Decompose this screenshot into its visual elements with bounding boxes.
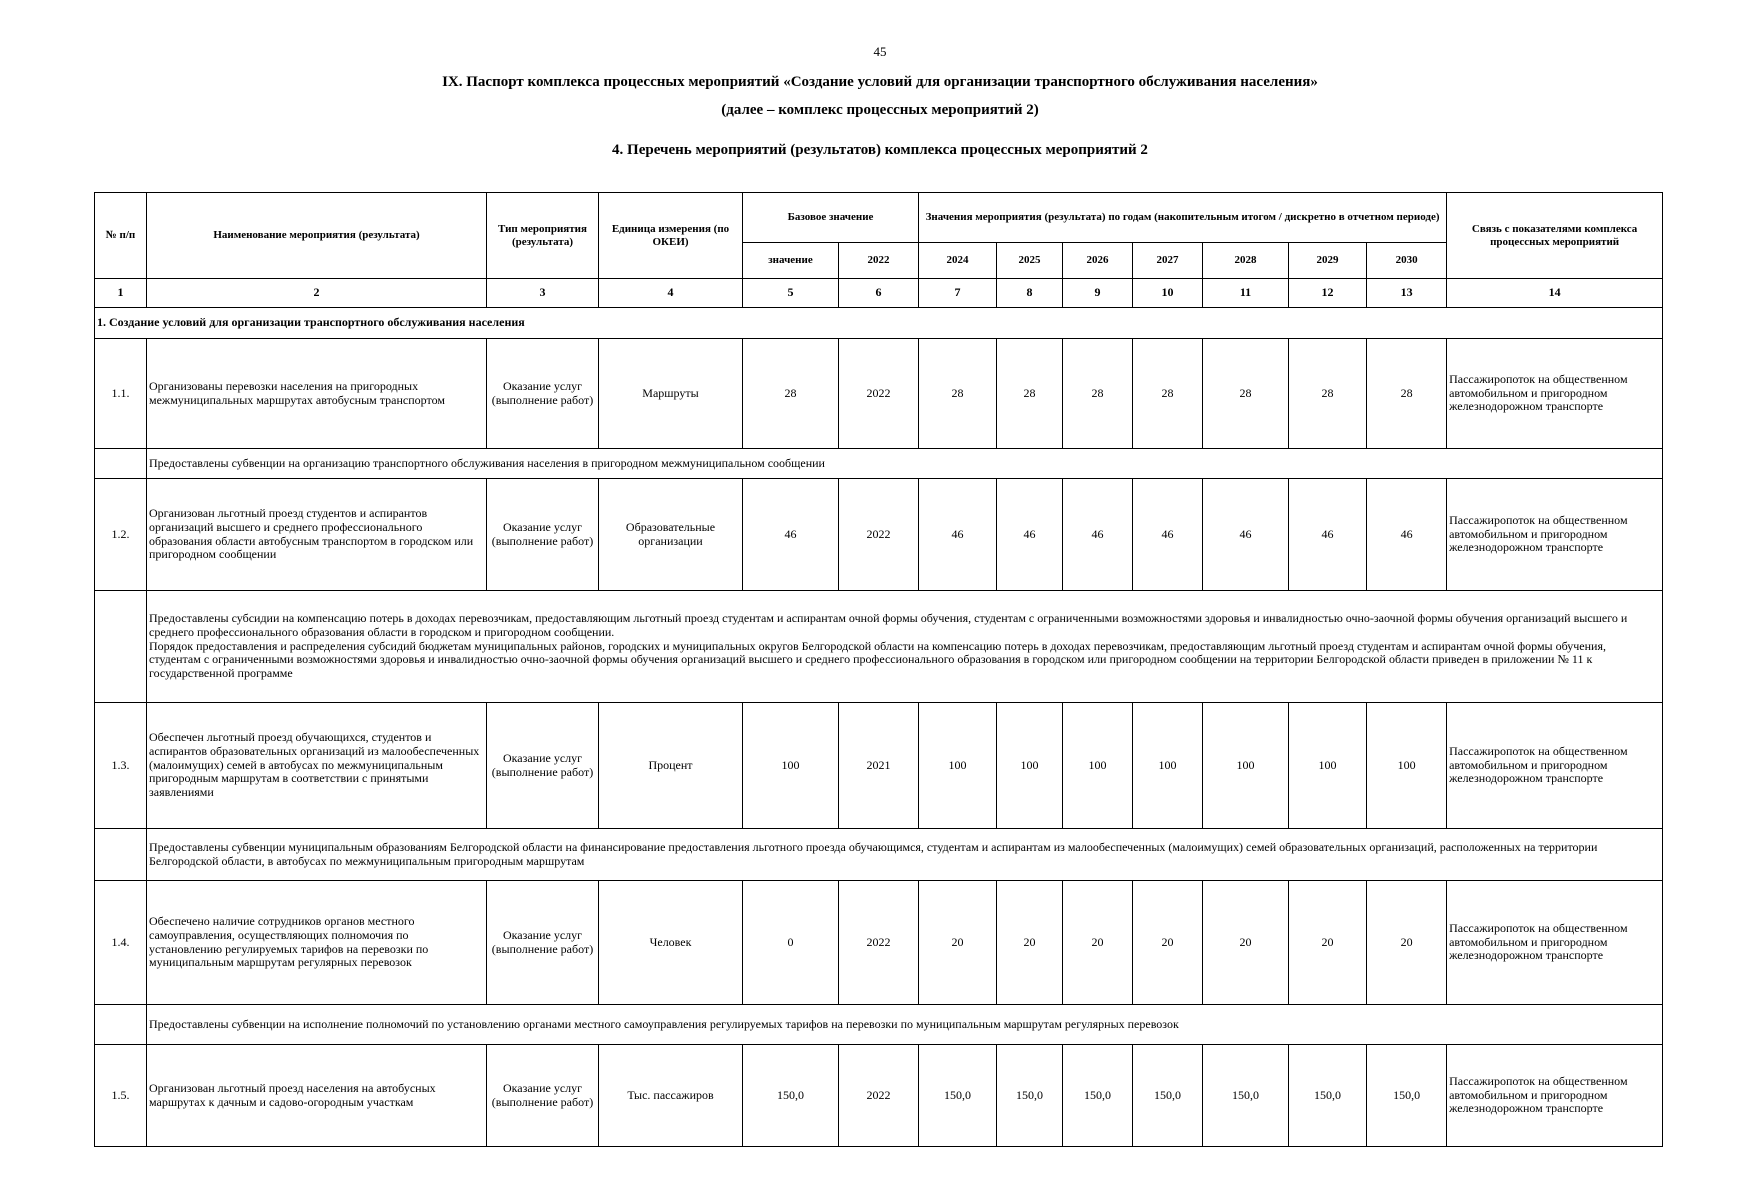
col-number: 3 xyxy=(487,279,599,308)
header-year: 2029 xyxy=(1289,243,1367,279)
row-value: 46 xyxy=(1063,479,1133,591)
row-value: 20 xyxy=(1063,881,1133,1005)
row-unit: Маршруты xyxy=(599,339,743,449)
row-unit: Человек xyxy=(599,881,743,1005)
row-unit: Процент xyxy=(599,703,743,829)
row-type: Оказание услуг (выполнение работ) xyxy=(487,339,599,449)
row-link: Пассажиропоток на общественном автомобильном и пригородном железнодорожном транспорте xyxy=(1447,479,1663,591)
row-link: Пассажиропоток на общественном автомобильном и пригородном железнодорожном транспорте xyxy=(1447,1045,1663,1147)
row-value: 100 xyxy=(1289,703,1367,829)
header-year: 2026 xyxy=(1063,243,1133,279)
col-number: 7 xyxy=(919,279,997,308)
col-number: 2 xyxy=(147,279,487,308)
row-value: 46 xyxy=(1133,479,1203,591)
col-number: 1 xyxy=(95,279,147,308)
col-number: 8 xyxy=(997,279,1063,308)
row-value: 28 xyxy=(1063,339,1133,449)
row-name: Организованы перевозки населения на пригородных межмуниципальных маршрутах автобусным транспортом xyxy=(147,339,487,449)
row-value: 20 xyxy=(1133,881,1203,1005)
table-row xyxy=(95,703,1663,829)
header-year: 2028 xyxy=(1203,243,1289,279)
table-row xyxy=(95,881,1663,1005)
row-note: Предоставлены субвенции на исполнение полномочий по установлению органами местного самоуправления регулируемых тарифов на перевозки по муниципальным маршрутам регулярных перевозок xyxy=(147,1005,1663,1045)
row-value: 100 xyxy=(1133,703,1203,829)
row-base-value: 28 xyxy=(743,339,839,449)
row-unit: Тыс. пассажиров xyxy=(599,1045,743,1147)
row-value: 20 xyxy=(919,881,997,1005)
header-year: 2025 xyxy=(997,243,1063,279)
header-unit: Единица измерения (по ОКЕИ) xyxy=(599,193,743,279)
row-unit: Образовательные организации xyxy=(599,479,743,591)
row-value: 150,0 xyxy=(1203,1045,1289,1147)
row-note: Предоставлены субсидии на компенсацию потерь в доходах перевозчикам, предоставляющим льготный проезд студентам и аспирантам очной формы обучения, студентам с ограниченными возможностями здоровья и инвалидностью очно-заочной формы обучения организаций высшего и среднего профессионального образования области в городском и пригородном сообщении. xyxy=(149,611,1628,639)
section-title: 1. Создание условий для организации транспортного обслуживания населения xyxy=(95,308,1663,339)
header-base-value: значение xyxy=(743,243,839,279)
row-value: 46 xyxy=(1203,479,1289,591)
row-value: 100 xyxy=(997,703,1063,829)
row-value: 150,0 xyxy=(1289,1045,1367,1147)
row-name: Обеспечено наличие сотрудников органов местного самоуправления, осуществляющих полномочия по установлению регулируемых тарифов на перевозки по муниципальным маршрутам регулярных перевозок xyxy=(147,881,487,1005)
header-num: № п/п xyxy=(95,193,147,279)
row-num: 1.1. xyxy=(95,339,147,449)
col-number: 12 xyxy=(1289,279,1367,308)
col-number: 9 xyxy=(1063,279,1133,308)
row-note: Предоставлены субвенции на организацию транспортного обслуживания населения в пригородном межмуниципальном сообщении xyxy=(147,449,1663,479)
page-number: 45 xyxy=(873,44,887,59)
row-value: 28 xyxy=(919,339,997,449)
row-value: 100 xyxy=(1367,703,1447,829)
row-value: 150,0 xyxy=(919,1045,997,1147)
row-type: Оказание услуг (выполнение работ) xyxy=(487,881,599,1005)
note-row xyxy=(95,829,1663,881)
row-value: 150,0 xyxy=(997,1045,1063,1147)
row-num: 1.5. xyxy=(95,1045,147,1147)
document-subtitle: (далее – комплекс процессных мероприятий 2) xyxy=(721,102,1039,118)
row-value: 20 xyxy=(1367,881,1447,1005)
row-base-value: 150,0 xyxy=(743,1045,839,1147)
row-note-procedure: Порядок предоставления и распределения субсидий бюджетам муниципальных районов, городских и муниципальных округов Белгородской области на компенсацию потерь в доходах перевозчикам, предоставляющим льготный проезд студентам и аспирантам очной формы обучения, студентам с ограниченными возможностями здоровья и инвалидностью очно-заочной формы обучения организаций высшего и среднего профессионального образования в городском или пригородном сообщении на территории Белгородской области приведен в приложении № 11 к государственной программе xyxy=(149,638,1606,681)
row-link: Пассажиропоток на общественном автомобильном и пригородном железнодорожном транспорте xyxy=(1447,703,1663,829)
row-value: 100 xyxy=(1063,703,1133,829)
col-number: 6 xyxy=(839,279,919,308)
note-row xyxy=(95,1005,1663,1045)
table-row xyxy=(95,1045,1663,1147)
row-type: Оказание услуг (выполнение работ) xyxy=(487,1045,599,1147)
row-link: Пассажиропоток на общественном автомобильном и пригородном железнодорожном транспорте xyxy=(1447,339,1663,449)
row-base-year: 2022 xyxy=(839,1045,919,1147)
note-empty xyxy=(95,591,147,703)
header-link: Связь с показателями комплекса процессных мероприятий xyxy=(1447,193,1663,279)
row-base-year: 2022 xyxy=(839,881,919,1005)
row-type: Оказание услуг (выполнение работ) xyxy=(487,703,599,829)
measures-table xyxy=(94,192,1663,1147)
row-value: 46 xyxy=(1289,479,1367,591)
col-number: 14 xyxy=(1447,279,1663,308)
row-value: 28 xyxy=(1203,339,1289,449)
note-row xyxy=(95,449,1663,479)
row-note-cell xyxy=(147,591,1663,703)
header-name: Наименование мероприятия (результата) xyxy=(147,193,487,279)
row-base-year: 2022 xyxy=(839,339,919,449)
header-year: 2024 xyxy=(919,243,997,279)
note-empty xyxy=(95,829,147,881)
note-row xyxy=(95,591,1663,703)
col-number: 5 xyxy=(743,279,839,308)
row-name: Организован льготный проезд населения на автобусных маршрутах к дачным и садово-огородным участкам xyxy=(147,1045,487,1147)
row-base-year: 2021 xyxy=(839,703,919,829)
row-value: 28 xyxy=(1133,339,1203,449)
row-num: 1.3. xyxy=(95,703,147,829)
row-base-value: 0 xyxy=(743,881,839,1005)
row-value: 46 xyxy=(919,479,997,591)
table-title: 4. Перечень мероприятий (результатов) комплекса процессных мероприятий 2 xyxy=(612,142,1148,158)
row-name: Организован льготный проезд студентов и аспирантов организаций высшего и среднего профессионального образования области автобусным транспортом в городском или пригородном сообщении xyxy=(147,479,487,591)
table-row xyxy=(95,339,1663,449)
row-value: 28 xyxy=(1289,339,1367,449)
table-row xyxy=(95,479,1663,591)
header-base-year: 2022 xyxy=(839,243,919,279)
row-value: 150,0 xyxy=(1133,1045,1203,1147)
header-base: Базовое значение xyxy=(743,193,919,243)
note-empty xyxy=(95,1005,147,1045)
note-empty xyxy=(95,449,147,479)
row-note: Предоставлены субвенции муниципальным образованиям Белгородской области на финансирование предоставления льготного проезда обучающимся, студентам и аспирантам из малообеспеченных (малоимущих) семей образовательных организаций, расположенных на территории Белгородской области, в автобусах по межмуниципальным пригородным маршрутам xyxy=(147,829,1663,881)
col-number: 11 xyxy=(1203,279,1289,308)
row-link: Пассажиропоток на общественном автомобильном и пригородном железнодорожном транспорте xyxy=(1447,881,1663,1005)
row-base-value: 100 xyxy=(743,703,839,829)
header-years-group: Значения мероприятия (результата) по годам (накопительным итогом / дискретно в отчетном периоде) xyxy=(919,193,1447,243)
row-value: 28 xyxy=(997,339,1063,449)
column-number-row xyxy=(95,279,1663,308)
row-value: 100 xyxy=(919,703,997,829)
header-year: 2030 xyxy=(1367,243,1447,279)
row-value: 20 xyxy=(1289,881,1367,1005)
row-value: 100 xyxy=(1203,703,1289,829)
row-num: 1.4. xyxy=(95,881,147,1005)
row-base-value: 46 xyxy=(743,479,839,591)
header-year: 2027 xyxy=(1133,243,1203,279)
col-number: 4 xyxy=(599,279,743,308)
col-number: 13 xyxy=(1367,279,1447,308)
row-value: 28 xyxy=(1367,339,1447,449)
row-value: 46 xyxy=(997,479,1063,591)
row-value: 150,0 xyxy=(1367,1045,1447,1147)
row-name: Обеспечен льготный проезд обучающихся, студентов и аспирантов образовательных организаций из малообеспеченных (малоимущих) семей в автобусах по межмуниципальным пригородным маршрутам в соответствии с принятыми заявлениями xyxy=(147,703,487,829)
row-value: 150,0 xyxy=(1063,1045,1133,1147)
row-value: 20 xyxy=(997,881,1063,1005)
header-type: Тип мероприятия (результата) xyxy=(487,193,599,279)
row-num: 1.2. xyxy=(95,479,147,591)
row-value: 46 xyxy=(1367,479,1447,591)
row-value: 20 xyxy=(1203,881,1289,1005)
document-title: IX. Паспорт комплекса процессных мероприятий «Создание условий для организации транспортного обслуживания населения» xyxy=(442,74,1318,90)
row-type: Оказание услуг (выполнение работ) xyxy=(487,479,599,591)
row-base-year: 2022 xyxy=(839,479,919,591)
section-row xyxy=(95,308,1663,339)
col-number: 10 xyxy=(1133,279,1203,308)
